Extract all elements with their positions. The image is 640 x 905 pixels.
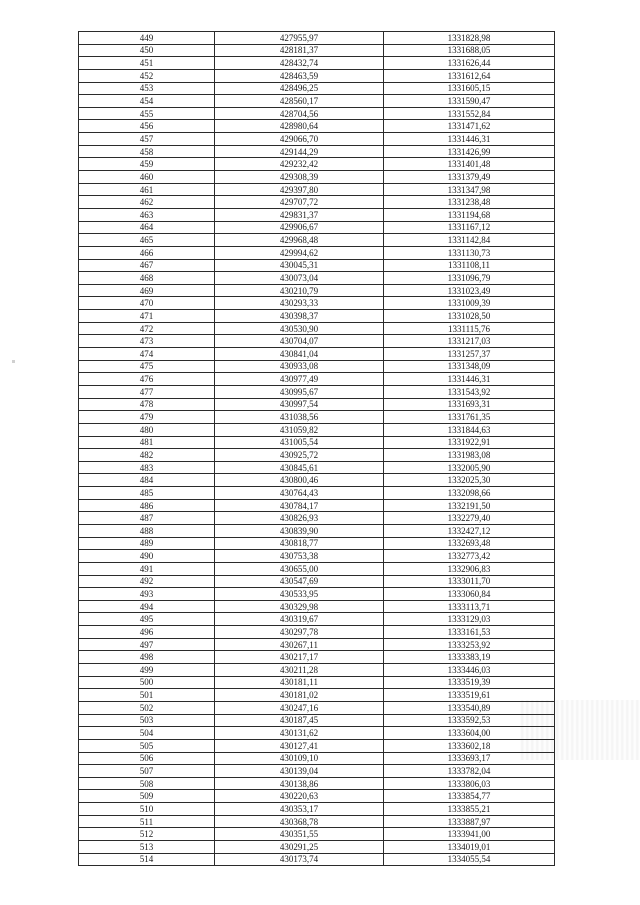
y-coordinate-cell: 1333855,21 <box>384 803 555 816</box>
table-row <box>79 57 555 70</box>
point-number-cell: 458 <box>79 145 215 158</box>
point-number-cell: 505 <box>79 739 215 752</box>
point-number-cell: 460 <box>79 171 215 184</box>
y-coordinate-cell: 1331605,15 <box>384 82 555 95</box>
point-number-cell: 493 <box>79 588 215 601</box>
point-number-cell: 491 <box>79 562 215 575</box>
table-row <box>79 803 555 816</box>
point-number-cell: 509 <box>79 790 215 803</box>
x-coordinate-cell: 427955,97 <box>215 32 384 45</box>
x-coordinate-cell: 429308,39 <box>215 171 384 184</box>
x-coordinate-cell: 430547,69 <box>215 575 384 588</box>
x-coordinate-cell: 430247,16 <box>215 701 384 714</box>
x-coordinate-cell: 430533,95 <box>215 588 384 601</box>
y-coordinate-cell: 1333806,03 <box>384 777 555 790</box>
point-number-cell: 450 <box>79 44 215 57</box>
y-coordinate-cell: 1333383,19 <box>384 651 555 664</box>
x-coordinate-cell: 430704,07 <box>215 335 384 348</box>
point-number-cell: 469 <box>79 284 215 297</box>
x-coordinate-cell: 430073,04 <box>215 272 384 285</box>
x-coordinate-cell: 428181,37 <box>215 44 384 57</box>
point-number-cell: 481 <box>79 436 215 449</box>
point-number-cell: 463 <box>79 208 215 221</box>
y-coordinate-cell: 1333519,39 <box>384 676 555 689</box>
y-coordinate-cell: 1331590,47 <box>384 95 555 108</box>
table-row <box>79 234 555 247</box>
y-coordinate-cell: 1331693,31 <box>384 398 555 411</box>
table-row <box>79 310 555 323</box>
x-coordinate-cell: 429397,80 <box>215 183 384 196</box>
y-coordinate-cell: 1333854,77 <box>384 790 555 803</box>
table-row <box>79 246 555 259</box>
y-coordinate-cell: 1333011,70 <box>384 575 555 588</box>
table-row <box>79 790 555 803</box>
table-row <box>79 32 555 45</box>
x-coordinate-cell: 430368,78 <box>215 815 384 828</box>
table-row <box>79 727 555 740</box>
table-row <box>79 322 555 335</box>
point-number-cell: 503 <box>79 714 215 727</box>
point-number-cell: 488 <box>79 524 215 537</box>
x-coordinate-cell: 429906,67 <box>215 221 384 234</box>
y-coordinate-cell: 1331130,73 <box>384 246 555 259</box>
x-coordinate-cell: 429144,29 <box>215 145 384 158</box>
x-coordinate-cell: 430210,79 <box>215 284 384 297</box>
y-coordinate-cell: 1331446,31 <box>384 133 555 146</box>
y-coordinate-cell: 1331983,08 <box>384 449 555 462</box>
x-coordinate-cell: 430138,86 <box>215 777 384 790</box>
table-row <box>79 297 555 310</box>
table-row <box>79 600 555 613</box>
point-number-cell: 497 <box>79 638 215 651</box>
table-row <box>79 348 555 361</box>
table-row <box>79 499 555 512</box>
table-row <box>79 373 555 386</box>
point-number-cell: 487 <box>79 512 215 525</box>
point-number-cell: 479 <box>79 411 215 424</box>
y-coordinate-cell: 1333782,04 <box>384 765 555 778</box>
y-coordinate-cell: 1332773,42 <box>384 550 555 563</box>
point-number-cell: 512 <box>79 828 215 841</box>
x-coordinate-cell: 430839,90 <box>215 524 384 537</box>
y-coordinate-cell: 1331552,84 <box>384 107 555 120</box>
y-coordinate-cell: 1331217,03 <box>384 335 555 348</box>
scan-artifact <box>12 360 15 363</box>
point-number-cell: 495 <box>79 613 215 626</box>
y-coordinate-cell: 1333253,92 <box>384 638 555 651</box>
table-row <box>79 449 555 462</box>
point-number-cell: 485 <box>79 487 215 500</box>
point-number-cell: 496 <box>79 626 215 639</box>
y-coordinate-cell: 1331401,48 <box>384 158 555 171</box>
y-coordinate-cell: 1331028,50 <box>384 310 555 323</box>
table-row <box>79 537 555 550</box>
table-row <box>79 689 555 702</box>
table-row <box>79 423 555 436</box>
point-number-cell: 467 <box>79 259 215 272</box>
table-row <box>79 841 555 854</box>
table-row <box>79 272 555 285</box>
y-coordinate-cell: 1333887,97 <box>384 815 555 828</box>
point-number-cell: 474 <box>79 348 215 361</box>
table-row <box>79 550 555 563</box>
point-number-cell: 468 <box>79 272 215 285</box>
table-row <box>79 69 555 82</box>
point-number-cell: 476 <box>79 373 215 386</box>
x-coordinate-cell: 430291,25 <box>215 841 384 854</box>
x-coordinate-cell: 430753,38 <box>215 550 384 563</box>
x-coordinate-cell: 430211,28 <box>215 664 384 677</box>
table-row <box>79 752 555 765</box>
point-number-cell: 461 <box>79 183 215 196</box>
point-number-cell: 456 <box>79 120 215 133</box>
y-coordinate-cell: 1331142,84 <box>384 234 555 247</box>
table-row <box>79 183 555 196</box>
x-coordinate-cell: 430131,62 <box>215 727 384 740</box>
point-number-cell: 499 <box>79 664 215 677</box>
y-coordinate-cell: 1331543,92 <box>384 385 555 398</box>
table-row <box>79 765 555 778</box>
table-row <box>79 461 555 474</box>
table-row <box>79 575 555 588</box>
point-number-cell: 462 <box>79 196 215 209</box>
table-row <box>79 107 555 120</box>
x-coordinate-cell: 430187,45 <box>215 714 384 727</box>
point-number-cell: 511 <box>79 815 215 828</box>
x-coordinate-cell: 430997,54 <box>215 398 384 411</box>
table-row <box>79 588 555 601</box>
y-coordinate-cell: 1333161,53 <box>384 626 555 639</box>
x-coordinate-cell: 430127,41 <box>215 739 384 752</box>
y-coordinate-cell: 1331096,79 <box>384 272 555 285</box>
point-number-cell: 514 <box>79 853 215 866</box>
point-number-cell: 449 <box>79 32 215 45</box>
x-coordinate-cell: 428980,64 <box>215 120 384 133</box>
x-coordinate-cell: 429831,37 <box>215 208 384 221</box>
point-number-cell: 453 <box>79 82 215 95</box>
y-coordinate-cell: 1331626,44 <box>384 57 555 70</box>
point-number-cell: 482 <box>79 449 215 462</box>
point-number-cell: 498 <box>79 651 215 664</box>
y-coordinate-cell: 1333129,03 <box>384 613 555 626</box>
point-number-cell: 466 <box>79 246 215 259</box>
x-coordinate-cell: 430319,67 <box>215 613 384 626</box>
table-row <box>79 158 555 171</box>
y-coordinate-cell: 1331761,35 <box>384 411 555 424</box>
point-number-cell: 457 <box>79 133 215 146</box>
table-row <box>79 651 555 664</box>
point-number-cell: 454 <box>79 95 215 108</box>
y-coordinate-cell: 1332025,30 <box>384 474 555 487</box>
x-coordinate-cell: 430351,55 <box>215 828 384 841</box>
y-coordinate-cell: 1331446,31 <box>384 373 555 386</box>
coordinates-table-body <box>79 32 555 866</box>
coordinates-table <box>78 31 555 866</box>
table-row <box>79 208 555 221</box>
table-row <box>79 828 555 841</box>
y-coordinate-cell: 1334019,01 <box>384 841 555 854</box>
table-row <box>79 411 555 424</box>
point-number-cell: 484 <box>79 474 215 487</box>
point-number-cell: 500 <box>79 676 215 689</box>
y-coordinate-cell: 1332279,40 <box>384 512 555 525</box>
y-coordinate-cell: 1331922,91 <box>384 436 555 449</box>
x-coordinate-cell: 429707,72 <box>215 196 384 209</box>
y-coordinate-cell: 1333592,53 <box>384 714 555 727</box>
point-number-cell: 465 <box>79 234 215 247</box>
table-row <box>79 145 555 158</box>
table-row <box>79 335 555 348</box>
x-coordinate-cell: 430181,11 <box>215 676 384 689</box>
y-coordinate-cell: 1333113,71 <box>384 600 555 613</box>
x-coordinate-cell: 428560,17 <box>215 95 384 108</box>
x-coordinate-cell: 430845,61 <box>215 461 384 474</box>
table-row <box>79 221 555 234</box>
y-coordinate-cell: 1331347,98 <box>384 183 555 196</box>
point-number-cell: 510 <box>79 803 215 816</box>
y-coordinate-cell: 1331844,63 <box>384 423 555 436</box>
point-number-cell: 455 <box>79 107 215 120</box>
x-coordinate-cell: 428432,74 <box>215 57 384 70</box>
point-number-cell: 451 <box>79 57 215 70</box>
y-coordinate-cell: 1332098,66 <box>384 487 555 500</box>
point-number-cell: 489 <box>79 537 215 550</box>
point-number-cell: 464 <box>79 221 215 234</box>
y-coordinate-cell: 1331194,68 <box>384 208 555 221</box>
point-number-cell: 473 <box>79 335 215 348</box>
x-coordinate-cell: 430220,63 <box>215 790 384 803</box>
point-number-cell: 472 <box>79 322 215 335</box>
y-coordinate-cell: 1333941,00 <box>384 828 555 841</box>
table-row <box>79 853 555 866</box>
table-row <box>79 562 555 575</box>
table-row <box>79 664 555 677</box>
x-coordinate-cell: 430267,11 <box>215 638 384 651</box>
point-number-cell: 471 <box>79 310 215 323</box>
y-coordinate-cell: 1333540,89 <box>384 701 555 714</box>
table-row <box>79 44 555 57</box>
y-coordinate-cell: 1331009,39 <box>384 297 555 310</box>
x-coordinate-cell: 430530,90 <box>215 322 384 335</box>
point-number-cell: 492 <box>79 575 215 588</box>
y-coordinate-cell: 1332191,50 <box>384 499 555 512</box>
table-row <box>79 487 555 500</box>
y-coordinate-cell: 1331108,11 <box>384 259 555 272</box>
y-coordinate-cell: 1331379,49 <box>384 171 555 184</box>
y-coordinate-cell: 1331023,49 <box>384 284 555 297</box>
point-number-cell: 452 <box>79 69 215 82</box>
point-number-cell: 494 <box>79 600 215 613</box>
y-coordinate-cell: 1331257,37 <box>384 348 555 361</box>
x-coordinate-cell: 431038,56 <box>215 411 384 424</box>
x-coordinate-cell: 429066,70 <box>215 133 384 146</box>
point-number-cell: 475 <box>79 360 215 373</box>
point-number-cell: 478 <box>79 398 215 411</box>
y-coordinate-cell: 1331348,09 <box>384 360 555 373</box>
table-row <box>79 385 555 398</box>
y-coordinate-cell: 1333519,61 <box>384 689 555 702</box>
x-coordinate-cell: 430139,04 <box>215 765 384 778</box>
table-row <box>79 777 555 790</box>
y-coordinate-cell: 1331167,12 <box>384 221 555 234</box>
x-coordinate-cell: 430977,49 <box>215 373 384 386</box>
point-number-cell: 506 <box>79 752 215 765</box>
x-coordinate-cell: 431059,82 <box>215 423 384 436</box>
table-row <box>79 714 555 727</box>
table-row <box>79 626 555 639</box>
y-coordinate-cell: 1334055,54 <box>384 853 555 866</box>
point-number-cell: 502 <box>79 701 215 714</box>
point-number-cell: 513 <box>79 841 215 854</box>
x-coordinate-cell: 430995,67 <box>215 385 384 398</box>
table-row <box>79 259 555 272</box>
table-row <box>79 196 555 209</box>
x-coordinate-cell: 430181,02 <box>215 689 384 702</box>
y-coordinate-cell: 1333693,17 <box>384 752 555 765</box>
table-row <box>79 171 555 184</box>
y-coordinate-cell: 1331238,48 <box>384 196 555 209</box>
y-coordinate-cell: 1331471,62 <box>384 120 555 133</box>
x-coordinate-cell: 430398,37 <box>215 310 384 323</box>
y-coordinate-cell: 1332005,90 <box>384 461 555 474</box>
y-coordinate-cell: 1331688,05 <box>384 44 555 57</box>
table-row <box>79 95 555 108</box>
point-number-cell: 470 <box>79 297 215 310</box>
x-coordinate-cell: 430293,33 <box>215 297 384 310</box>
y-coordinate-cell: 1331115,76 <box>384 322 555 335</box>
point-number-cell: 508 <box>79 777 215 790</box>
x-coordinate-cell: 429994,62 <box>215 246 384 259</box>
y-coordinate-cell: 1331612,64 <box>384 69 555 82</box>
point-number-cell: 486 <box>79 499 215 512</box>
y-coordinate-cell: 1333604,00 <box>384 727 555 740</box>
x-coordinate-cell: 430925,72 <box>215 449 384 462</box>
y-coordinate-cell: 1333060,84 <box>384 588 555 601</box>
y-coordinate-cell: 1331828,98 <box>384 32 555 45</box>
x-coordinate-cell: 429968,48 <box>215 234 384 247</box>
x-coordinate-cell: 428463,59 <box>215 69 384 82</box>
table-row <box>79 512 555 525</box>
x-coordinate-cell: 430764,43 <box>215 487 384 500</box>
x-coordinate-cell: 431005,54 <box>215 436 384 449</box>
y-coordinate-cell: 1332693,48 <box>384 537 555 550</box>
table-row <box>79 524 555 537</box>
x-coordinate-cell: 430784,17 <box>215 499 384 512</box>
x-coordinate-cell: 428704,56 <box>215 107 384 120</box>
table-row <box>79 360 555 373</box>
point-number-cell: 490 <box>79 550 215 563</box>
y-coordinate-cell: 1333602,18 <box>384 739 555 752</box>
point-number-cell: 507 <box>79 765 215 778</box>
table-row <box>79 613 555 626</box>
table-row <box>79 701 555 714</box>
x-coordinate-cell: 430655,00 <box>215 562 384 575</box>
point-number-cell: 459 <box>79 158 215 171</box>
x-coordinate-cell: 430297,78 <box>215 626 384 639</box>
x-coordinate-cell: 430173,74 <box>215 853 384 866</box>
x-coordinate-cell: 428496,25 <box>215 82 384 95</box>
x-coordinate-cell: 430933,08 <box>215 360 384 373</box>
point-number-cell: 501 <box>79 689 215 702</box>
x-coordinate-cell: 430217,17 <box>215 651 384 664</box>
table-row <box>79 82 555 95</box>
point-number-cell: 483 <box>79 461 215 474</box>
table-row <box>79 739 555 752</box>
x-coordinate-cell: 429232,42 <box>215 158 384 171</box>
table-row <box>79 474 555 487</box>
x-coordinate-cell: 430818,77 <box>215 537 384 550</box>
table-row <box>79 436 555 449</box>
x-coordinate-cell: 430826,93 <box>215 512 384 525</box>
x-coordinate-cell: 430800,46 <box>215 474 384 487</box>
table-row <box>79 284 555 297</box>
x-coordinate-cell: 430329,98 <box>215 600 384 613</box>
table-row <box>79 133 555 146</box>
point-number-cell: 480 <box>79 423 215 436</box>
x-coordinate-cell: 430109,10 <box>215 752 384 765</box>
point-number-cell: 504 <box>79 727 215 740</box>
x-coordinate-cell: 430353,17 <box>215 803 384 816</box>
table-row <box>79 676 555 689</box>
table-row <box>79 638 555 651</box>
x-coordinate-cell: 430045,31 <box>215 259 384 272</box>
y-coordinate-cell: 1332906,83 <box>384 562 555 575</box>
y-coordinate-cell: 1333446,03 <box>384 664 555 677</box>
y-coordinate-cell: 1331426,99 <box>384 145 555 158</box>
point-number-cell: 477 <box>79 385 215 398</box>
table-row <box>79 120 555 133</box>
x-coordinate-cell: 430841,04 <box>215 348 384 361</box>
table-row <box>79 815 555 828</box>
y-coordinate-cell: 1332427,12 <box>384 524 555 537</box>
table-row <box>79 398 555 411</box>
